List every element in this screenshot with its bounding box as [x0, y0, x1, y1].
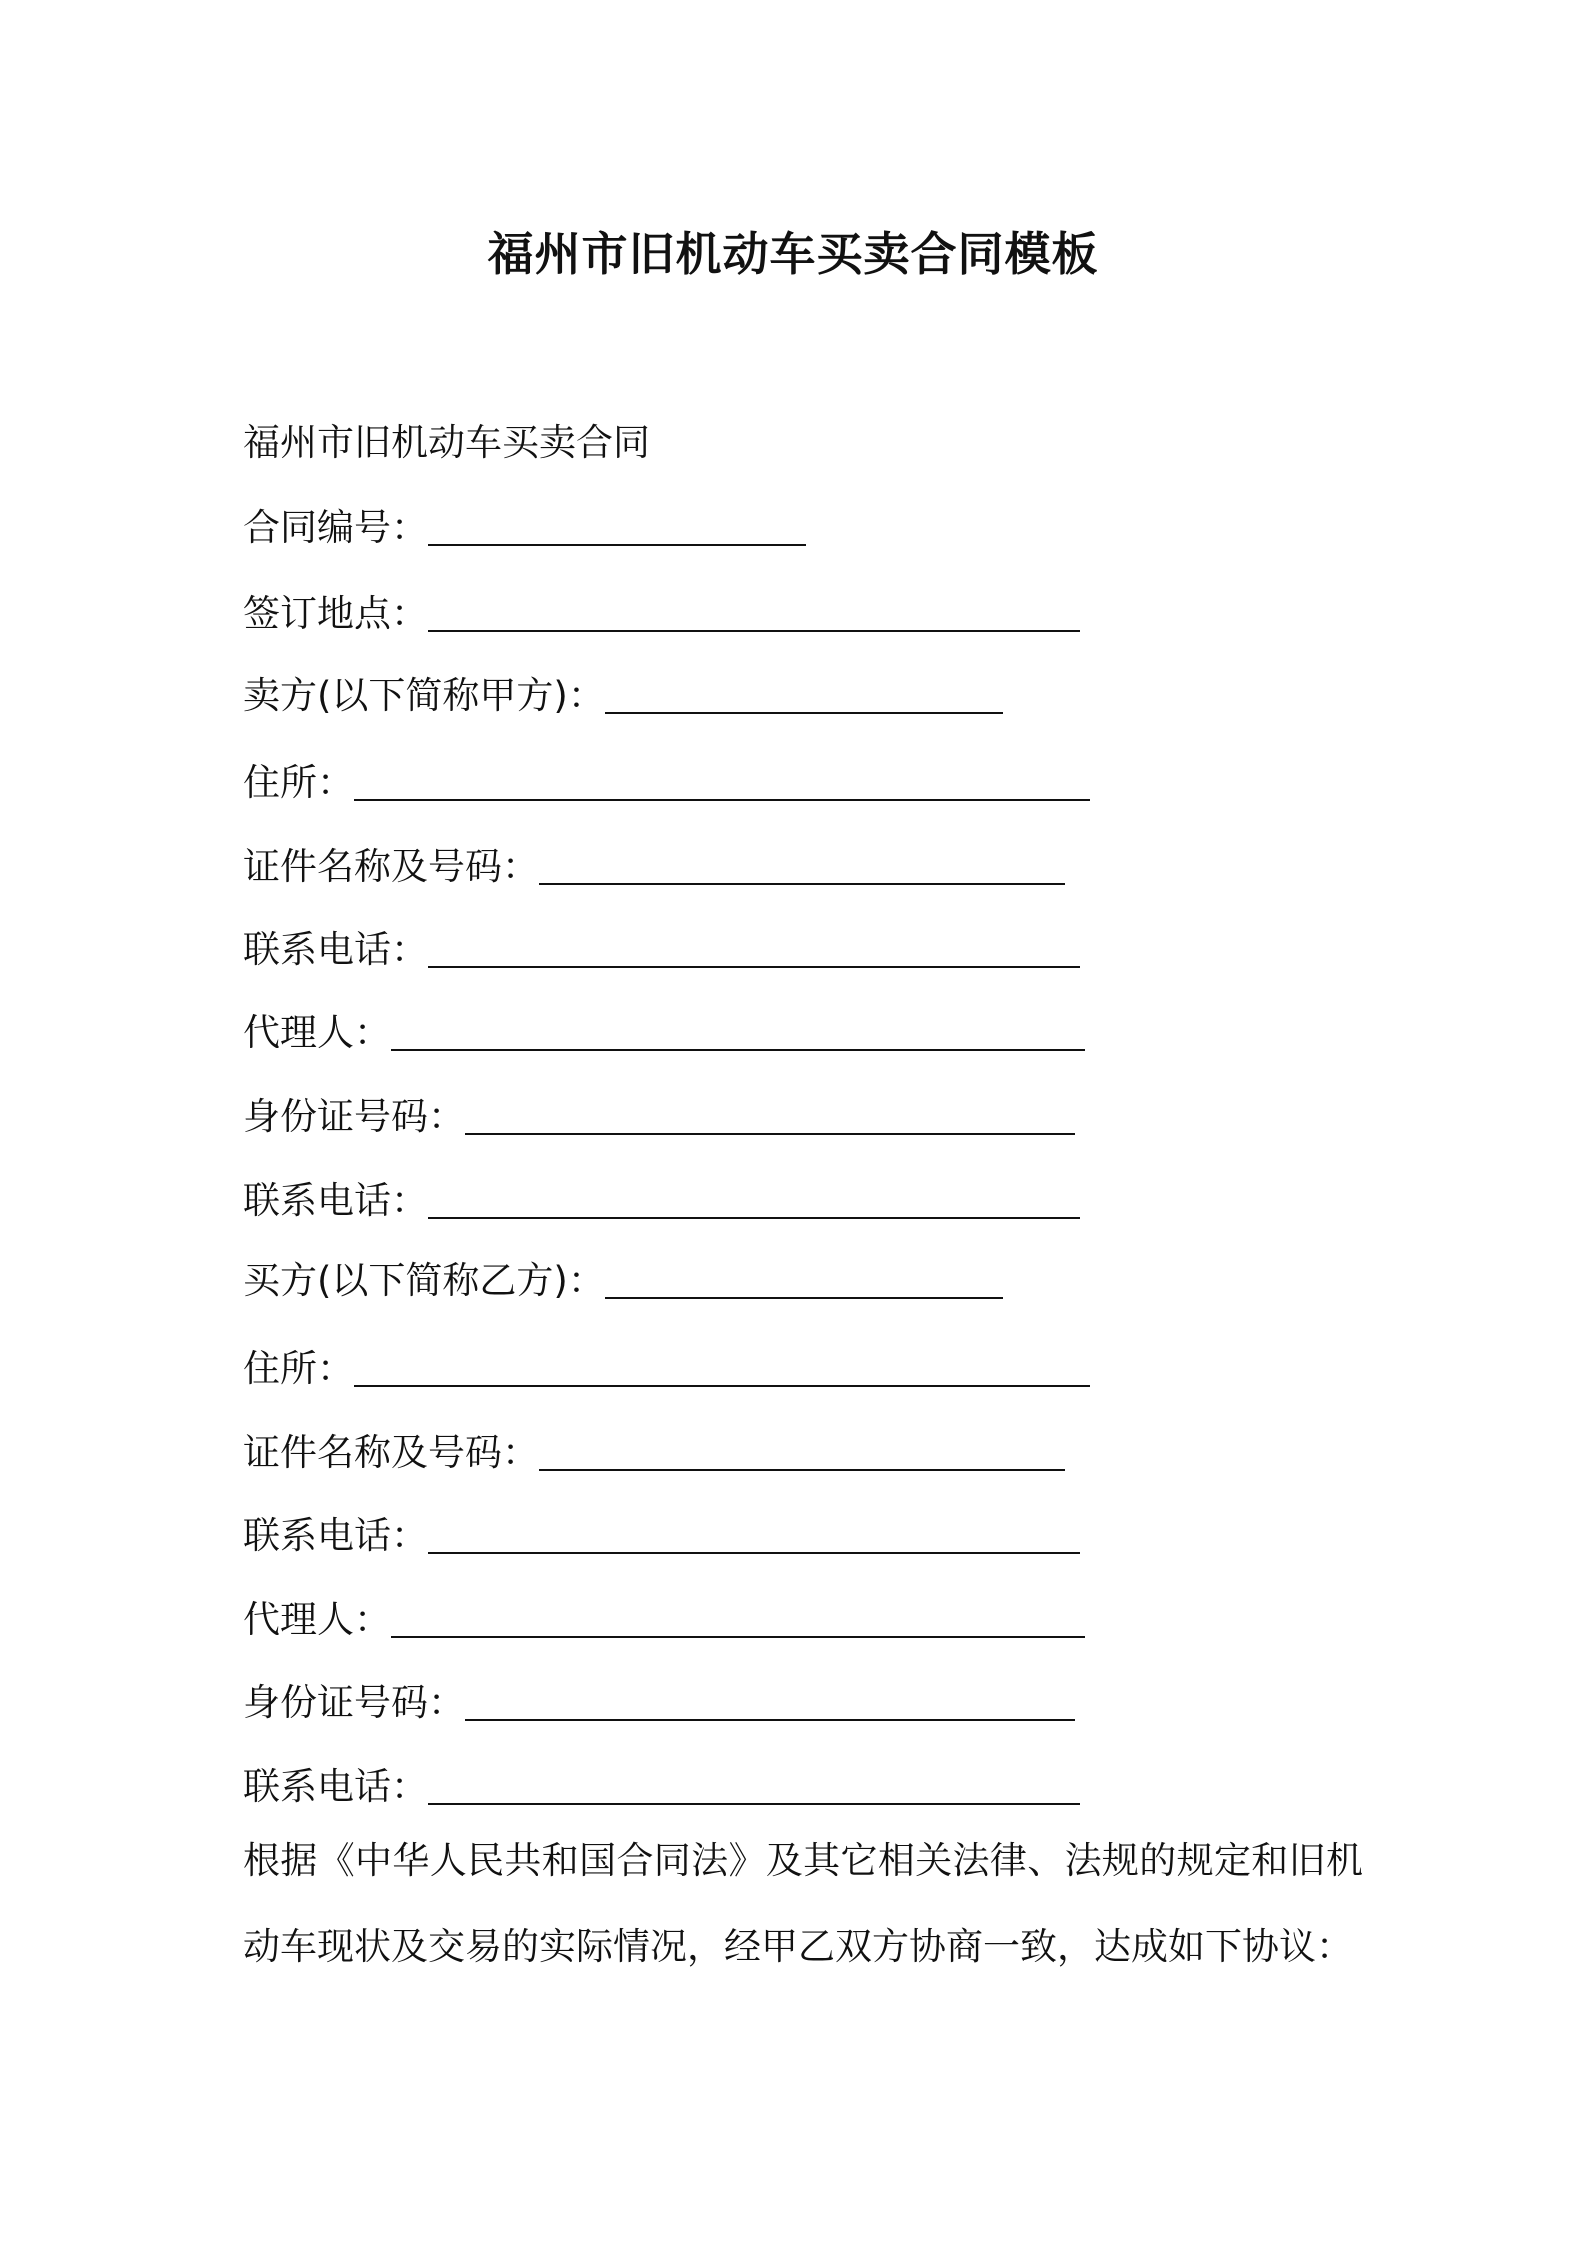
field-buyer-id-doc — [243, 1422, 1065, 1476]
fill-in-blank[interactable] — [428, 1551, 1080, 1554]
contract-subtitle: 福州市旧机动车买卖合同 — [243, 421, 650, 464]
field-buyer — [243, 1250, 1003, 1304]
field-buyer-agent — [243, 1589, 1085, 1643]
fill-in-blank[interactable] — [428, 1802, 1080, 1805]
field-buyer-phone — [243, 1505, 1080, 1559]
field-seller-phone — [243, 919, 1080, 973]
fill-in-blank[interactable] — [391, 1048, 1085, 1051]
field-seller-address — [243, 752, 1090, 806]
page-title: 福州市旧机动车买卖合同模板 — [487, 227, 1099, 281]
field-label: 买方(以下简称乙方)： — [243, 1259, 605, 1302]
field-seller-id-doc — [243, 836, 1065, 890]
fill-in-blank[interactable] — [465, 1132, 1075, 1135]
field-label: 联系电话： — [243, 1179, 428, 1222]
field-buyer-address — [243, 1338, 1090, 1392]
field-label: 证件名称及号码： — [243, 845, 539, 888]
fill-in-blank[interactable] — [354, 798, 1090, 801]
field-label: 合同编号： — [243, 506, 428, 549]
fill-in-blank[interactable] — [605, 1296, 1003, 1299]
fill-in-blank[interactable] — [605, 711, 1003, 714]
field-label: 联系电话： — [243, 928, 428, 971]
fill-in-blank[interactable] — [539, 1468, 1065, 1471]
field-label: 联系电话： — [243, 1765, 428, 1808]
fill-in-blank[interactable] — [465, 1718, 1075, 1721]
field-seller-agent-phone — [243, 1170, 1080, 1224]
field-label: 身份证号码： — [243, 1681, 465, 1724]
field-label: 代理人： — [243, 1011, 391, 1054]
field-label: 身份证号码： — [243, 1095, 465, 1138]
field-label: 卖方(以下简称甲方)： — [243, 674, 605, 717]
fill-in-blank[interactable] — [428, 543, 806, 546]
field-label: 证件名称及号码： — [243, 1431, 539, 1474]
field-label: 住所： — [243, 1347, 354, 1390]
field-buyer-agent-id — [243, 1672, 1075, 1726]
contract-preamble: 根据《中华人民共和国合同法》及其它相关法律、法规的规定和旧机动车现状及交易的实际情况，经甲乙双方协商一致，达成如下协议： — [243, 1839, 1363, 1968]
fill-in-blank[interactable] — [354, 1384, 1090, 1387]
fill-in-blank[interactable] — [391, 1635, 1085, 1638]
fill-in-blank[interactable] — [428, 965, 1080, 968]
field-label: 联系电话： — [243, 1514, 428, 1557]
field-label: 住所： — [243, 761, 354, 804]
field-seller-agent-id — [243, 1086, 1075, 1140]
fill-in-blank[interactable] — [539, 882, 1065, 885]
field-buyer-agent-phone — [243, 1756, 1080, 1810]
fill-in-blank[interactable] — [428, 629, 1080, 632]
field-seller — [243, 665, 1003, 719]
field-label: 代理人： — [243, 1598, 391, 1641]
field-signing-place — [243, 583, 1080, 637]
fill-in-blank[interactable] — [428, 1216, 1080, 1219]
field-contract-number — [243, 497, 806, 551]
field-seller-agent — [243, 1002, 1085, 1056]
field-label: 签订地点： — [243, 592, 428, 635]
